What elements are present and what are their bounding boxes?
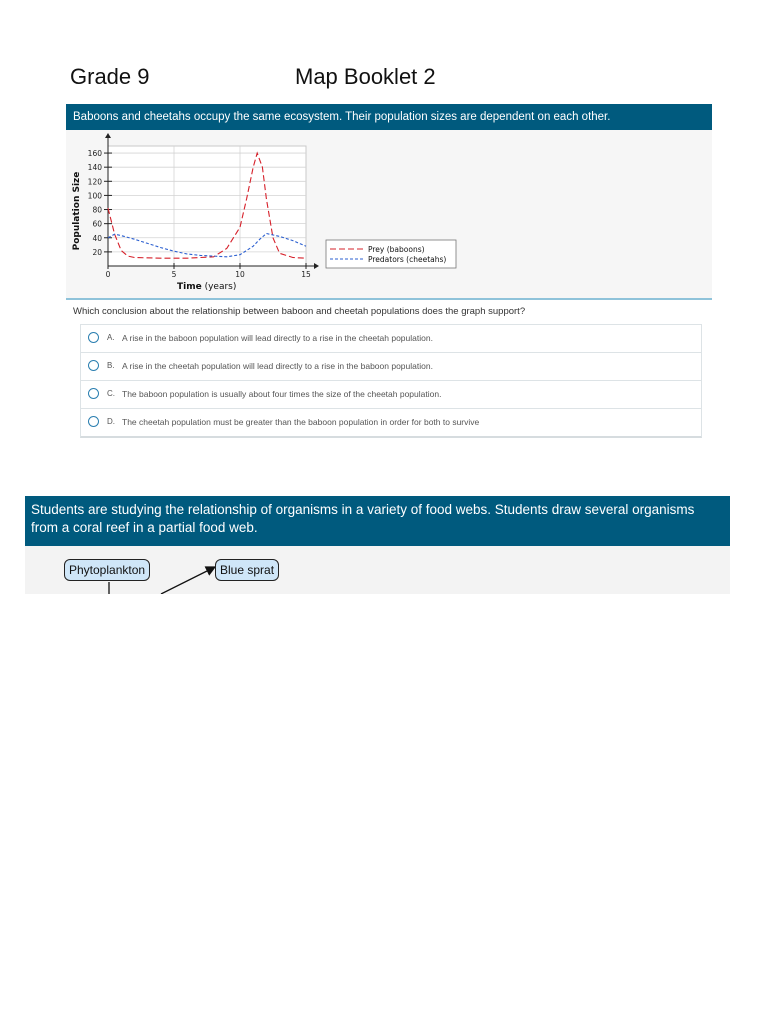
y-tick-label: 80 <box>92 205 102 215</box>
radio-d[interactable] <box>88 416 99 427</box>
y-tick-label: 160 <box>87 149 102 159</box>
x-axis-label: Time (years) <box>177 282 237 292</box>
radio-b[interactable] <box>88 360 99 371</box>
y-tick-label: 120 <box>87 177 102 187</box>
option-b[interactable] <box>80 352 702 381</box>
x-axis-arrow <box>314 263 319 269</box>
x-tick-label: 0 <box>105 270 111 279</box>
divider <box>66 298 712 300</box>
option-d[interactable] <box>80 408 702 438</box>
x-tick-label: 5 <box>171 270 177 279</box>
legend-label: Predators (cheetahs) <box>368 255 447 264</box>
option-a[interactable] <box>80 324 702 353</box>
option-c[interactable] <box>80 380 702 409</box>
y-axis-label: Population Size <box>72 171 82 251</box>
question-1-banner: Baboons and cheetahs occupy the same ecosystem. Their population sizes are dependent on each other. <box>66 104 712 130</box>
option-letter: D. <box>107 417 115 426</box>
y-axis-arrow <box>105 133 111 138</box>
node-phytoplankton: Phytoplankton <box>64 559 150 581</box>
question-2-banner: Students are studying the relationship of organisms in a variety of food webs. Students draw several organisms from a coral reef in a partial food web. <box>25 496 730 546</box>
option-text: A rise in the cheetah population will lead directly to a rise in the baboon population. <box>122 361 433 371</box>
x-tick-label: 10 <box>235 270 245 279</box>
option-letter: A. <box>107 333 115 342</box>
option-letter: B. <box>107 361 115 370</box>
option-letter: C. <box>107 389 115 398</box>
plot-background <box>108 146 306 266</box>
grade-label: Grade 9 <box>70 64 150 89</box>
y-tick-label: 140 <box>87 163 102 173</box>
y-tick-label: 60 <box>92 219 102 229</box>
question-1-card <box>66 104 712 440</box>
radio-c[interactable] <box>88 388 99 399</box>
option-text: The cheetah population must be greater than the baboon population in order for both to survive <box>122 417 480 427</box>
y-tick-label: 100 <box>87 191 102 201</box>
option-text: The baboon population is usually about four times the size of the cheetah population. <box>122 389 442 399</box>
option-text: A rise in the baboon population will lead directly to a rise in the cheetah population. <box>122 333 433 343</box>
legend-label: Prey (baboons) <box>368 245 425 254</box>
node-blue-sprat: Blue sprat <box>215 559 279 581</box>
food-web-area <box>25 546 730 594</box>
question-1-prompt: Which conclusion about the relationship between baboon and cheetah populations does the graph support? <box>73 306 526 317</box>
booklet-title: Map Booklet 2 <box>295 64 436 89</box>
answer-options <box>80 325 702 438</box>
arrow-to-blue-sprat <box>161 567 215 594</box>
x-tick-label: 15 <box>301 270 311 279</box>
y-tick-label: 20 <box>92 247 102 257</box>
population-chart-area <box>66 130 712 298</box>
radio-a[interactable] <box>88 332 99 343</box>
question-2-card <box>25 496 730 594</box>
population-chart <box>66 130 712 298</box>
y-tick-label: 40 <box>92 233 102 243</box>
